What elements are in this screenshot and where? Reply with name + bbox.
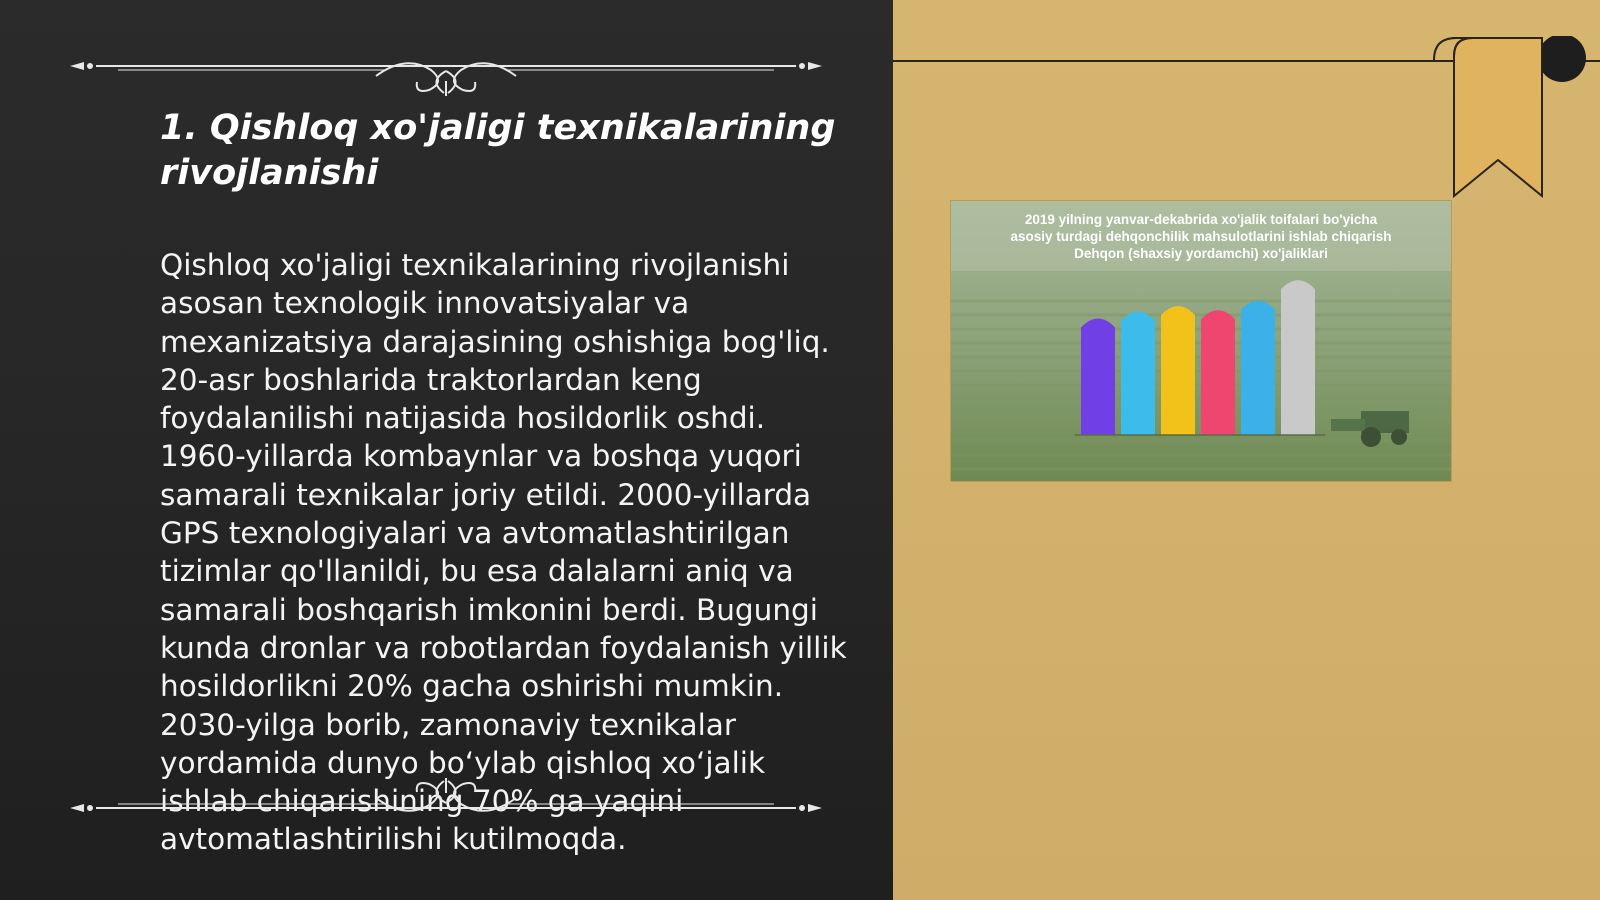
bookmark-ribbon-icon: [1432, 36, 1600, 198]
chart-title-line: 2019 yilning yanvar-dekabrida xo'jalik toifalari bo'yicha: [1024, 212, 1378, 227]
chart-bar: [1121, 312, 1155, 435]
chart-bar: [1081, 318, 1115, 435]
ornament-divider-icon: [66, 36, 826, 96]
chart-title: [961, 211, 1441, 262]
chart-bar: [1201, 310, 1235, 435]
slide-title: 1. Qishloq xo'jaligi texnikalarining rivojlanishi: [160, 108, 836, 193]
chart-bar: [1161, 306, 1195, 435]
chart-title-line: Dehqon (shaxsiy yordamchi) xo'jaliklari: [1074, 246, 1328, 261]
chart-title-line: asosiy turdagi dehqonchilik mahsulotlarini ishlab chiqarish: [1010, 229, 1392, 244]
chart-bar: [1281, 280, 1315, 435]
chart-bar: [1241, 301, 1275, 435]
ornament-divider-icon: [66, 778, 826, 838]
slide-body-text: Qishloq xo'jaligi texnikalarining rivojlanishi asosan texnologik innovatsiyalar va mexanizatsiya darajasining oshishiga bog'liq. 20-asr boshlarida traktorlardan keng foydalanilishi natijasida hosildorlik oshdi. 1960-yillarda kombaynlar va boshqa yuqori samarali texnikalar joriy etildi. 2000-yillarda GPS texnologiyalari va avtomatlashtirilgan tizimlar qo'llanildi, bu esa dalalarni aniq va samarali boshqarish imkonini berdi. Bugungi kunda dronlar va robotlardan foydalanish yillik hosildorlikni 20% gacha oshirishi mumkin. 2030-yilga borib, zamonaviy texnikalar yordamida dunyo bo‘ylab qishloq xo‘jalik ishlab chiqarishining 70% ga yaqini avtomatlashtirilishi kutilmoqda.: [160, 248, 847, 857]
chart-image: [950, 200, 1452, 482]
